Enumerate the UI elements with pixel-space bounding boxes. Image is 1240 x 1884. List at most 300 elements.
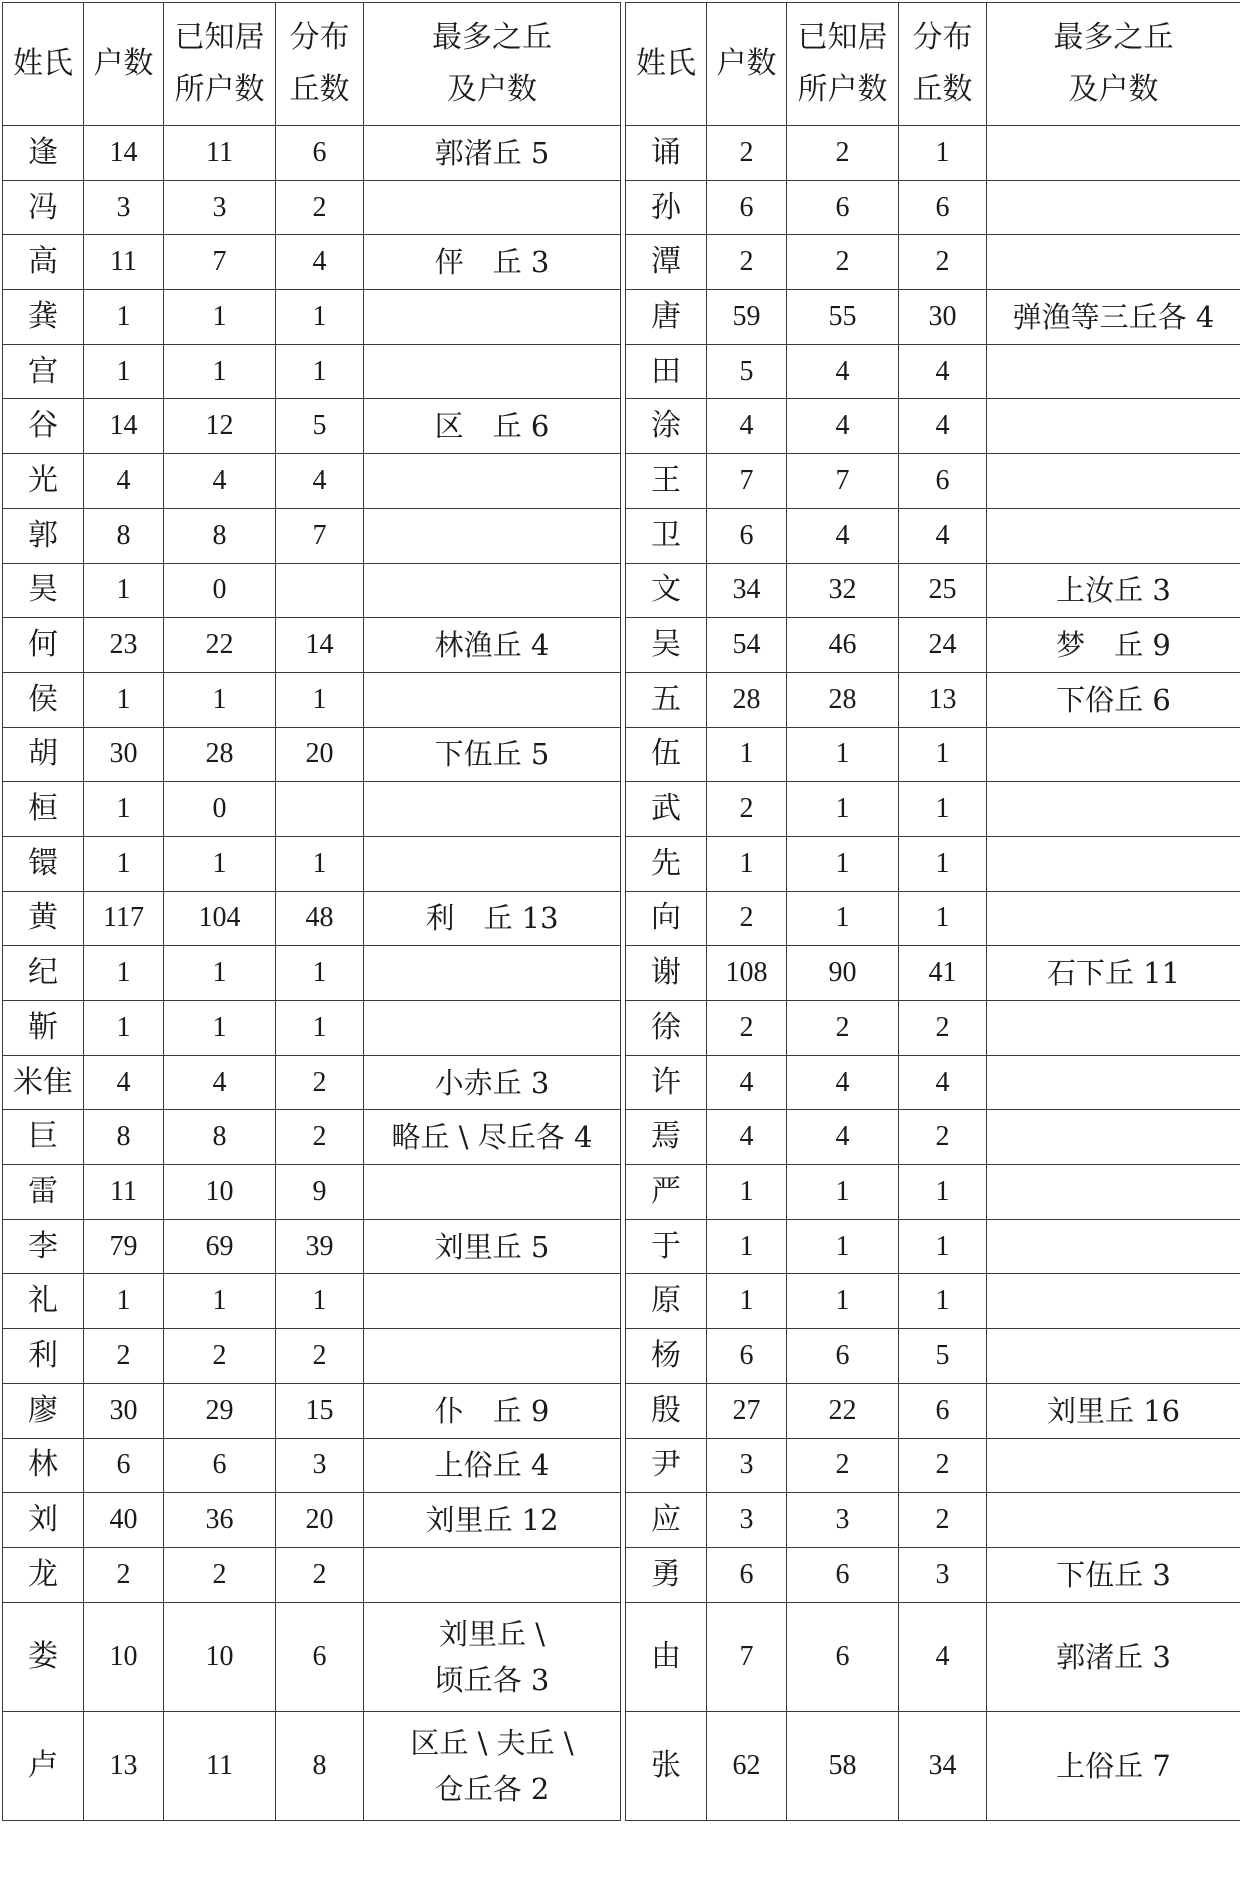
most-hill-cell: 下俗丘 6 xyxy=(987,672,1240,727)
households-cell: 2 xyxy=(84,1329,164,1384)
surname-cell: 郭 xyxy=(3,508,84,563)
hill-count-cell: 1 xyxy=(276,290,364,345)
most-hill-cell xyxy=(987,344,1240,399)
households-cell: 1 xyxy=(84,836,164,891)
households-cell: 1 xyxy=(707,1165,787,1220)
table-row xyxy=(626,563,1240,618)
households-cell: 2 xyxy=(84,1547,164,1602)
hill-count-cell: 6 xyxy=(276,1602,364,1711)
hill-count-cell: 1 xyxy=(276,1274,364,1329)
known-households-cell: 6 xyxy=(787,180,899,235)
known-households-cell: 29 xyxy=(164,1383,276,1438)
hill-count-cell xyxy=(276,563,364,618)
header-most-hill: 最多之丘 及户数 xyxy=(987,3,1240,126)
hill-count-cell: 1 xyxy=(276,836,364,891)
table-row xyxy=(626,126,1240,181)
known-households-cell: 90 xyxy=(787,946,899,1001)
header-hill-count: 分布 丘数 xyxy=(899,3,987,126)
most-hill-cell xyxy=(987,1165,1240,1220)
table-row xyxy=(626,399,1240,454)
table-row xyxy=(626,1110,1240,1165)
most-hill-cell xyxy=(364,1274,621,1329)
households-cell: 14 xyxy=(84,399,164,454)
surname-cell: 黄 xyxy=(3,891,84,946)
households-cell: 1 xyxy=(84,1001,164,1056)
households-cell: 79 xyxy=(84,1219,164,1274)
surname-cell: 向 xyxy=(626,891,707,946)
known-households-cell: 7 xyxy=(164,235,276,290)
surname-cell: 桓 xyxy=(3,782,84,837)
hill-count-cell: 2 xyxy=(276,1055,364,1110)
most-hill-cell xyxy=(364,1329,621,1384)
surname-cell: 胡 xyxy=(3,727,84,782)
known-households-cell: 8 xyxy=(164,1110,276,1165)
hill-count-cell: 2 xyxy=(899,1493,987,1548)
surname-cell: 潭 xyxy=(626,235,707,290)
surname-cell: 龙 xyxy=(3,1547,84,1602)
most-hill-cell: 刘里丘 16 xyxy=(987,1383,1240,1438)
surname-cell: 利 xyxy=(3,1329,84,1384)
households-cell: 1 xyxy=(707,727,787,782)
households-cell: 7 xyxy=(707,1602,787,1711)
hill-count-cell: 9 xyxy=(276,1165,364,1220)
surname-table-left xyxy=(2,2,621,1821)
surname-cell: 杨 xyxy=(626,1329,707,1384)
known-households-cell: 104 xyxy=(164,891,276,946)
table-row xyxy=(3,1329,621,1384)
known-households-cell: 1 xyxy=(787,1274,899,1329)
table-row xyxy=(626,1001,1240,1056)
known-households-cell: 58 xyxy=(787,1711,899,1820)
table-row xyxy=(3,782,621,837)
known-households-cell: 1 xyxy=(787,891,899,946)
header-known-households: 已知居 所户数 xyxy=(164,3,276,126)
table-row xyxy=(626,727,1240,782)
most-hill-cell xyxy=(364,563,621,618)
table-row xyxy=(3,1274,621,1329)
surname-cell: 五 xyxy=(626,672,707,727)
surname-cell: 李 xyxy=(3,1219,84,1274)
known-households-cell: 28 xyxy=(787,672,899,727)
known-households-cell: 6 xyxy=(787,1602,899,1711)
surname-cell: 徐 xyxy=(626,1001,707,1056)
surname-cell: 刘 xyxy=(3,1493,84,1548)
most-hill-cell: 上汝丘 3 xyxy=(987,563,1240,618)
hill-count-cell: 2 xyxy=(899,235,987,290)
known-households-cell: 4 xyxy=(787,1055,899,1110)
most-hill-cell xyxy=(987,1329,1240,1384)
most-hill-cell: 梦 丘 9 xyxy=(987,618,1240,673)
surname-cell: 卢 xyxy=(3,1711,84,1820)
hill-count-cell: 48 xyxy=(276,891,364,946)
households-cell: 1 xyxy=(84,946,164,1001)
surname-cell: 勇 xyxy=(626,1547,707,1602)
households-cell: 3 xyxy=(707,1438,787,1493)
surname-cell: 昊 xyxy=(3,563,84,618)
known-households-cell: 8 xyxy=(164,508,276,563)
hill-count-cell: 3 xyxy=(899,1547,987,1602)
surname-cell: 焉 xyxy=(626,1110,707,1165)
known-households-cell: 2 xyxy=(787,1001,899,1056)
table-row xyxy=(3,836,621,891)
hill-count-cell: 39 xyxy=(276,1219,364,1274)
hill-count-cell: 1 xyxy=(899,782,987,837)
households-cell: 40 xyxy=(84,1493,164,1548)
households-cell: 13 xyxy=(84,1711,164,1820)
most-hill-cell xyxy=(987,1438,1240,1493)
table-row xyxy=(3,1711,621,1820)
households-cell: 62 xyxy=(707,1711,787,1820)
table-row xyxy=(3,180,621,235)
households-cell: 3 xyxy=(84,180,164,235)
known-households-cell: 1 xyxy=(787,782,899,837)
table-row xyxy=(3,126,621,181)
surname-cell: 宫 xyxy=(3,344,84,399)
table-row xyxy=(3,290,621,345)
hill-count-cell: 20 xyxy=(276,727,364,782)
surname-cell: 唐 xyxy=(626,290,707,345)
known-households-cell: 2 xyxy=(164,1329,276,1384)
households-cell: 1 xyxy=(84,344,164,399)
households-cell: 30 xyxy=(84,1383,164,1438)
surname-cell: 殷 xyxy=(626,1383,707,1438)
hill-count-cell: 4 xyxy=(899,1055,987,1110)
known-households-cell: 32 xyxy=(787,563,899,618)
table-row xyxy=(3,1547,621,1602)
surname-cell: 纪 xyxy=(3,946,84,1001)
surname-cell: 田 xyxy=(626,344,707,399)
hill-count-cell: 8 xyxy=(276,1711,364,1820)
surname-cell: 冯 xyxy=(3,180,84,235)
hill-count-cell xyxy=(276,782,364,837)
households-cell: 59 xyxy=(707,290,787,345)
table-row xyxy=(3,1602,621,1711)
table-row xyxy=(626,1274,1240,1329)
surname-cell: 何 xyxy=(3,618,84,673)
known-households-cell: 11 xyxy=(164,1711,276,1820)
most-hill-cell xyxy=(987,235,1240,290)
households-cell: 6 xyxy=(707,508,787,563)
surname-cell: 谢 xyxy=(626,946,707,1001)
table-row xyxy=(3,672,621,727)
table-row xyxy=(3,1383,621,1438)
hill-count-cell: 1 xyxy=(899,1274,987,1329)
known-households-cell: 4 xyxy=(787,399,899,454)
table-row xyxy=(3,454,621,509)
most-hill-cell: 刘里丘 5 xyxy=(364,1219,621,1274)
most-hill-cell xyxy=(987,508,1240,563)
most-hill-cell: 上俗丘 4 xyxy=(364,1438,621,1493)
hill-count-cell: 6 xyxy=(899,180,987,235)
table-body-right xyxy=(626,126,1240,1821)
most-hill-cell xyxy=(987,1110,1240,1165)
hill-count-cell: 2 xyxy=(276,1110,364,1165)
most-hill-cell xyxy=(364,946,621,1001)
households-cell: 1 xyxy=(84,672,164,727)
households-cell: 23 xyxy=(84,618,164,673)
most-hill-cell: 林渔丘 4 xyxy=(364,618,621,673)
known-households-cell: 6 xyxy=(164,1438,276,1493)
surname-cell: 礼 xyxy=(3,1274,84,1329)
table-row xyxy=(3,1055,621,1110)
header-row xyxy=(626,3,1240,126)
table-row xyxy=(626,1493,1240,1548)
most-hill-cell: 郭渚丘 3 xyxy=(987,1602,1240,1711)
surname-cell: 雷 xyxy=(3,1165,84,1220)
surname-cell: 伍 xyxy=(626,727,707,782)
table-row xyxy=(3,399,621,454)
known-households-cell: 1 xyxy=(164,672,276,727)
surname-cell: 龚 xyxy=(3,290,84,345)
table-row xyxy=(3,891,621,946)
surname-cell: 先 xyxy=(626,836,707,891)
table-row xyxy=(626,1602,1240,1711)
hill-count-cell: 6 xyxy=(899,454,987,509)
hill-count-cell: 2 xyxy=(276,1329,364,1384)
known-households-cell: 2 xyxy=(164,1547,276,1602)
most-hill-cell xyxy=(987,891,1240,946)
households-cell: 1 xyxy=(84,290,164,345)
households-cell: 108 xyxy=(707,946,787,1001)
households-cell: 1 xyxy=(707,1274,787,1329)
households-cell: 4 xyxy=(84,1055,164,1110)
surname-cell: 涂 xyxy=(626,399,707,454)
known-households-cell: 1 xyxy=(164,836,276,891)
table-row xyxy=(626,1329,1240,1384)
households-cell: 1 xyxy=(84,782,164,837)
surname-cell: 卫 xyxy=(626,508,707,563)
surname-cell: 诵 xyxy=(626,126,707,181)
most-hill-cell: 郭渚丘 5 xyxy=(364,126,621,181)
known-households-cell: 1 xyxy=(787,727,899,782)
known-households-cell: 22 xyxy=(164,618,276,673)
hill-count-cell: 4 xyxy=(899,508,987,563)
households-cell: 30 xyxy=(84,727,164,782)
known-households-cell: 46 xyxy=(787,618,899,673)
surname-cell: 高 xyxy=(3,235,84,290)
hill-count-cell: 1 xyxy=(899,1219,987,1274)
known-households-cell: 1 xyxy=(164,1001,276,1056)
most-hill-cell xyxy=(364,180,621,235)
known-households-cell: 3 xyxy=(787,1493,899,1548)
hill-count-cell: 1 xyxy=(276,1001,364,1056)
households-cell: 6 xyxy=(84,1438,164,1493)
known-households-cell: 10 xyxy=(164,1602,276,1711)
households-cell: 7 xyxy=(707,454,787,509)
households-cell: 3 xyxy=(707,1493,787,1548)
known-households-cell: 11 xyxy=(164,126,276,181)
table-row xyxy=(626,946,1240,1001)
surname-cell: 许 xyxy=(626,1055,707,1110)
hill-count-cell: 1 xyxy=(899,727,987,782)
households-cell: 2 xyxy=(707,1001,787,1056)
most-hill-cell xyxy=(364,672,621,727)
hill-count-cell: 1 xyxy=(276,672,364,727)
households-cell: 6 xyxy=(707,180,787,235)
surname-cell: 孙 xyxy=(626,180,707,235)
hill-count-cell: 30 xyxy=(899,290,987,345)
table-row xyxy=(626,235,1240,290)
surname-cell: 林 xyxy=(3,1438,84,1493)
surname-cell: 文 xyxy=(626,563,707,618)
hill-count-cell: 4 xyxy=(899,399,987,454)
surname-cell: 谷 xyxy=(3,399,84,454)
table-row xyxy=(626,1383,1240,1438)
most-hill-cell: 略丘 \ 尽丘各 4 xyxy=(364,1110,621,1165)
most-hill-cell xyxy=(987,1493,1240,1548)
most-hill-cell xyxy=(364,344,621,399)
hill-count-cell: 1 xyxy=(899,836,987,891)
surname-cell: 廖 xyxy=(3,1383,84,1438)
most-hill-cell xyxy=(987,1274,1240,1329)
table-row xyxy=(626,1711,1240,1820)
surname-cell: 光 xyxy=(3,454,84,509)
known-households-cell: 12 xyxy=(164,399,276,454)
most-hill-cell xyxy=(987,1219,1240,1274)
table-row xyxy=(626,180,1240,235)
most-hill-cell xyxy=(987,399,1240,454)
surname-cell: 应 xyxy=(626,1493,707,1548)
most-hill-cell: 上俗丘 7 xyxy=(987,1711,1240,1820)
households-cell: 2 xyxy=(707,891,787,946)
most-hill-cell xyxy=(987,836,1240,891)
hill-count-cell: 2 xyxy=(276,180,364,235)
header-households: 户数 xyxy=(84,3,164,126)
most-hill-cell: 刘里丘 \ 顷丘各 3 xyxy=(364,1602,621,1711)
known-households-cell: 4 xyxy=(787,1110,899,1165)
surname-cell: 吴 xyxy=(626,618,707,673)
header-row xyxy=(3,3,621,126)
most-hill-cell: 小赤丘 3 xyxy=(364,1055,621,1110)
surname-cell: 米隹 xyxy=(3,1055,84,1110)
most-hill-cell: 下伍丘 3 xyxy=(987,1547,1240,1602)
surname-table-right xyxy=(625,2,1240,1821)
table-row xyxy=(3,946,621,1001)
known-households-cell: 4 xyxy=(787,508,899,563)
known-households-cell: 4 xyxy=(164,1055,276,1110)
known-households-cell: 55 xyxy=(787,290,899,345)
table-row xyxy=(626,891,1240,946)
hill-count-cell: 41 xyxy=(899,946,987,1001)
households-cell: 27 xyxy=(707,1383,787,1438)
known-households-cell: 28 xyxy=(164,727,276,782)
households-cell: 117 xyxy=(84,891,164,946)
table-row xyxy=(3,344,621,399)
table-row xyxy=(3,727,621,782)
known-households-cell: 1 xyxy=(164,290,276,345)
households-cell: 6 xyxy=(707,1547,787,1602)
known-households-cell: 4 xyxy=(164,454,276,509)
hill-count-cell: 4 xyxy=(276,235,364,290)
most-hill-cell xyxy=(364,508,621,563)
table-row xyxy=(3,1219,621,1274)
hill-count-cell: 20 xyxy=(276,1493,364,1548)
known-households-cell: 1 xyxy=(787,836,899,891)
surname-tables xyxy=(2,2,1239,1821)
table-row xyxy=(626,672,1240,727)
most-hill-cell xyxy=(364,290,621,345)
table-row xyxy=(626,1219,1240,1274)
households-cell: 4 xyxy=(707,1055,787,1110)
households-cell: 2 xyxy=(707,235,787,290)
table-row xyxy=(626,344,1240,399)
hill-count-cell: 4 xyxy=(899,344,987,399)
most-hill-cell: 伻 丘 3 xyxy=(364,235,621,290)
hill-count-cell: 1 xyxy=(899,1165,987,1220)
surname-cell: 武 xyxy=(626,782,707,837)
households-cell: 2 xyxy=(707,126,787,181)
most-hill-cell: 下伍丘 5 xyxy=(364,727,621,782)
surname-cell: 原 xyxy=(626,1274,707,1329)
households-cell: 14 xyxy=(84,126,164,181)
households-cell: 54 xyxy=(707,618,787,673)
hill-count-cell: 2 xyxy=(899,1110,987,1165)
hill-count-cell: 4 xyxy=(899,1602,987,1711)
most-hill-cell: 石下丘 11 xyxy=(987,946,1240,1001)
surname-cell: 侯 xyxy=(3,672,84,727)
known-households-cell: 2 xyxy=(787,235,899,290)
most-hill-cell: 区 丘 6 xyxy=(364,399,621,454)
table-body-left xyxy=(3,126,621,1821)
households-cell: 28 xyxy=(707,672,787,727)
most-hill-cell xyxy=(987,454,1240,509)
table-row xyxy=(626,836,1240,891)
known-households-cell: 0 xyxy=(164,782,276,837)
table-row xyxy=(3,618,621,673)
header-households: 户数 xyxy=(707,3,787,126)
table-row xyxy=(3,1493,621,1548)
table-row xyxy=(626,1438,1240,1493)
households-cell: 11 xyxy=(84,235,164,290)
hill-count-cell: 15 xyxy=(276,1383,364,1438)
most-hill-cell xyxy=(987,1055,1240,1110)
households-cell: 1 xyxy=(707,836,787,891)
hill-count-cell: 2 xyxy=(899,1001,987,1056)
table-row xyxy=(626,1165,1240,1220)
most-hill-cell xyxy=(364,782,621,837)
most-hill-cell xyxy=(364,836,621,891)
most-hill-cell xyxy=(364,454,621,509)
hill-count-cell: 1 xyxy=(276,946,364,1001)
households-cell: 1 xyxy=(84,563,164,618)
table-row xyxy=(626,290,1240,345)
known-households-cell: 22 xyxy=(787,1383,899,1438)
known-households-cell: 1 xyxy=(787,1165,899,1220)
known-households-cell: 2 xyxy=(787,126,899,181)
surname-cell: 由 xyxy=(626,1602,707,1711)
most-hill-cell xyxy=(987,782,1240,837)
table-row xyxy=(3,508,621,563)
hill-count-cell: 4 xyxy=(276,454,364,509)
hill-count-cell: 1 xyxy=(276,344,364,399)
households-cell: 10 xyxy=(84,1602,164,1711)
most-hill-cell: 利 丘 13 xyxy=(364,891,621,946)
header-known-households: 已知居 所户数 xyxy=(787,3,899,126)
known-households-cell: 6 xyxy=(787,1329,899,1384)
households-cell: 34 xyxy=(707,563,787,618)
most-hill-cell xyxy=(364,1001,621,1056)
table-row xyxy=(3,1165,621,1220)
households-cell: 2 xyxy=(707,782,787,837)
surname-cell: 巨 xyxy=(3,1110,84,1165)
most-hill-cell: 刘里丘 12 xyxy=(364,1493,621,1548)
known-households-cell: 0 xyxy=(164,563,276,618)
households-cell: 6 xyxy=(707,1329,787,1384)
households-cell: 8 xyxy=(84,1110,164,1165)
hill-count-cell: 6 xyxy=(276,126,364,181)
header-hill-count: 分布 丘数 xyxy=(276,3,364,126)
households-cell: 4 xyxy=(707,1110,787,1165)
